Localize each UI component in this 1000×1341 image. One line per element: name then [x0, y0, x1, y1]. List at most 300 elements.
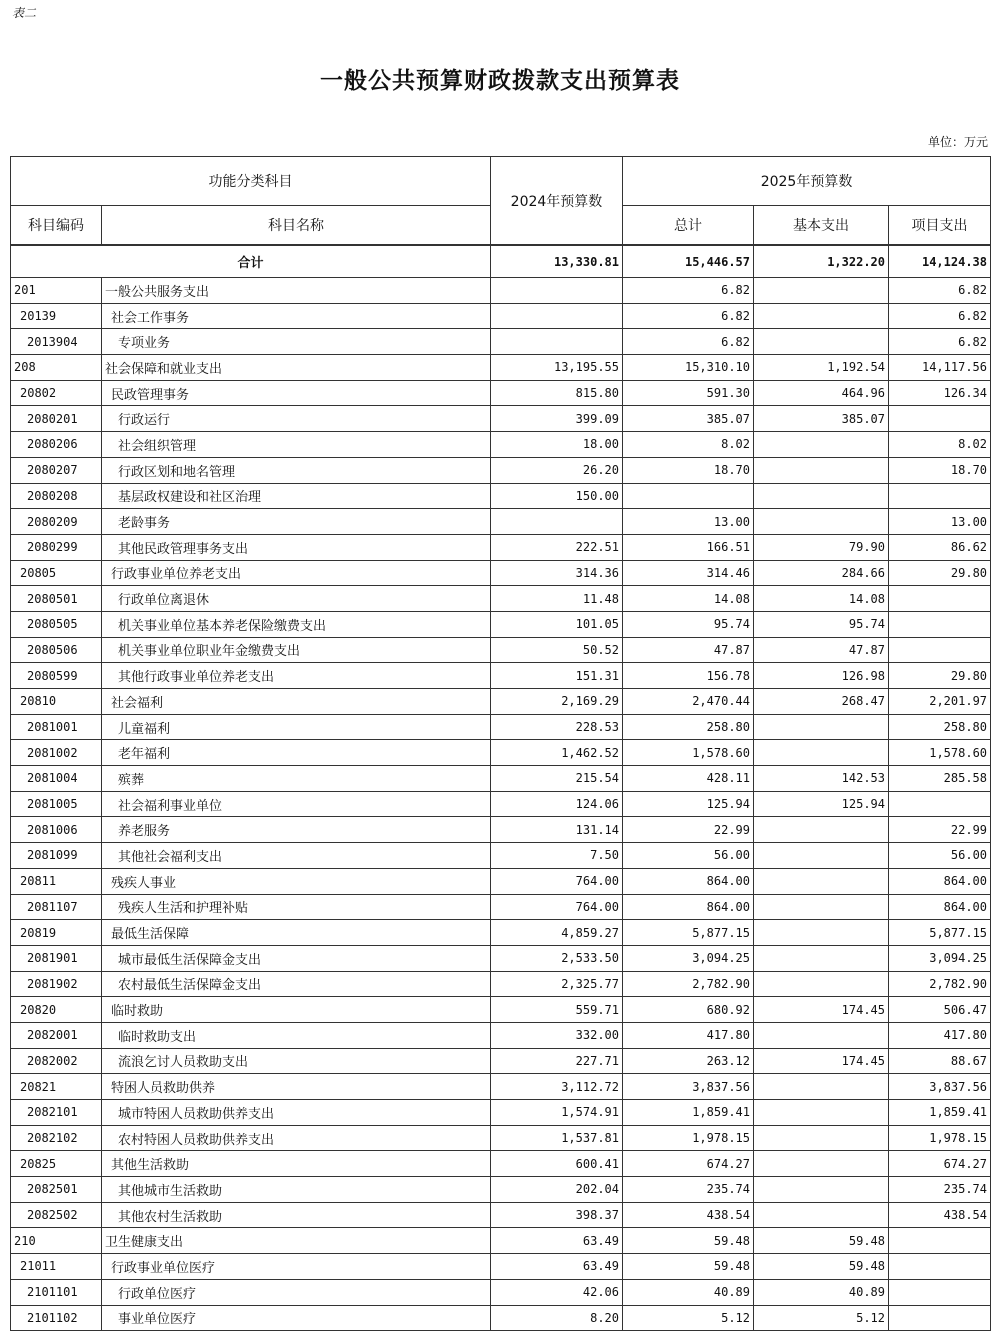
row-total: 2,470.44 — [623, 689, 754, 715]
row-budget-2024: 228.53 — [491, 714, 623, 740]
table-row — [11, 1254, 991, 1280]
table-row — [11, 1125, 991, 1151]
row-name: 其他民政管理事务支出 — [102, 534, 491, 560]
row-project: 1,578.60 — [889, 740, 991, 766]
row-total: 47.87 — [623, 637, 754, 663]
row-basic: 268.47 — [754, 689, 889, 715]
table-row — [11, 1100, 991, 1126]
table-row — [11, 303, 991, 329]
row-basic: 464.96 — [754, 380, 889, 406]
row-basic — [754, 1125, 889, 1151]
row-code: 2081004 — [11, 766, 102, 792]
row-total: 385.07 — [623, 406, 754, 432]
row-project: 56.00 — [889, 843, 991, 869]
row-budget-2024: 4,859.27 — [491, 920, 623, 946]
row-budget-2024: 398.37 — [491, 1202, 623, 1228]
row-total: 95.74 — [623, 611, 754, 637]
row-name: 其他社会福利支出 — [102, 843, 491, 869]
row-budget-2024: 13,195.55 — [491, 355, 623, 381]
row-code: 2101102 — [11, 1305, 102, 1331]
row-budget-2024: 202.04 — [491, 1177, 623, 1203]
row-code: 20811 — [11, 868, 102, 894]
row-name: 特困人员救助供养 — [102, 1074, 491, 1100]
table-row — [11, 1074, 991, 1100]
row-code: 2080209 — [11, 509, 102, 535]
row-budget-2024 — [491, 278, 623, 304]
row-project: 3,837.56 — [889, 1074, 991, 1100]
row-basic — [754, 483, 889, 509]
row-code: 2081107 — [11, 894, 102, 920]
row-name: 农村特困人员救助供养支出 — [102, 1125, 491, 1151]
row-code: 2082101 — [11, 1100, 102, 1126]
row-code: 2080206 — [11, 432, 102, 458]
row-total: 59.48 — [623, 1254, 754, 1280]
row-name: 城市最低生活保障金支出 — [102, 945, 491, 971]
row-name: 基层政权建设和社区治理 — [102, 483, 491, 509]
row-code: 2080505 — [11, 611, 102, 637]
row-budget-2024: 124.06 — [491, 791, 623, 817]
table-row — [11, 560, 991, 586]
row-code: 21011 — [11, 1254, 102, 1280]
row-budget-2024: 150.00 — [491, 483, 623, 509]
table-row — [11, 432, 991, 458]
budget-2025-header: 2025年预算数 — [623, 157, 991, 206]
row-code: 2101101 — [11, 1279, 102, 1305]
row-name: 一般公共服务支出 — [102, 278, 491, 304]
row-name: 临时救助 — [102, 997, 491, 1023]
row-project — [889, 637, 991, 663]
row-basic: 126.98 — [754, 663, 889, 689]
row-code: 201 — [11, 278, 102, 304]
row-basic — [754, 278, 889, 304]
code-header: 科目编码 — [11, 206, 102, 246]
unit-label: 单位：万元 — [927, 135, 988, 149]
row-project — [889, 483, 991, 509]
row-name: 临时救助支出 — [102, 1022, 491, 1048]
row-name: 社会福利 — [102, 689, 491, 715]
row-basic: 1,192.54 — [754, 355, 889, 381]
table-row — [11, 1048, 991, 1074]
row-budget-2024: 101.05 — [491, 611, 623, 637]
row-project: 258.80 — [889, 714, 991, 740]
row-code: 210 — [11, 1228, 102, 1254]
row-budget-2024: 131.14 — [491, 817, 623, 843]
table-row — [11, 1228, 991, 1254]
row-project: 2,782.90 — [889, 971, 991, 997]
row-code: 2080201 — [11, 406, 102, 432]
row-budget-2024: 815.80 — [491, 380, 623, 406]
row-name: 机关事业单位职业年金缴费支出 — [102, 637, 491, 663]
row-budget-2024: 314.36 — [491, 560, 623, 586]
total-2025-project: 14,124.38 — [889, 245, 991, 278]
table-row — [11, 637, 991, 663]
row-basic — [754, 329, 889, 355]
row-total: 8.02 — [623, 432, 754, 458]
row-project: 2,201.97 — [889, 689, 991, 715]
total-header: 总计 — [623, 206, 754, 246]
row-basic — [754, 1100, 889, 1126]
row-budget-2024: 42.06 — [491, 1279, 623, 1305]
row-name: 残疾人生活和护理补贴 — [102, 894, 491, 920]
row-name: 其他农村生活救助 — [102, 1202, 491, 1228]
row-code: 2081001 — [11, 714, 102, 740]
row-name: 行政区划和地名管理 — [102, 457, 491, 483]
total-label: 合计 — [11, 245, 491, 278]
row-budget-2024: 399.09 — [491, 406, 623, 432]
row-name: 儿童福利 — [102, 714, 491, 740]
row-budget-2024: 222.51 — [491, 534, 623, 560]
row-code: 2080501 — [11, 586, 102, 612]
page-title: 一般公共预算财政拨款支出预算表 — [320, 67, 680, 94]
row-code: 2080506 — [11, 637, 102, 663]
row-basic — [754, 894, 889, 920]
row-total: 1,578.60 — [623, 740, 754, 766]
row-budget-2024 — [491, 303, 623, 329]
row-code: 20819 — [11, 920, 102, 946]
table-row — [11, 971, 991, 997]
row-budget-2024: 11.48 — [491, 586, 623, 612]
row-code: 2081002 — [11, 740, 102, 766]
row-budget-2024: 3,112.72 — [491, 1074, 623, 1100]
row-total: 314.46 — [623, 560, 754, 586]
row-total: 438.54 — [623, 1202, 754, 1228]
row-total: 14.08 — [623, 586, 754, 612]
row-basic — [754, 1074, 889, 1100]
row-basic — [754, 714, 889, 740]
total-2025-total: 15,446.57 — [623, 245, 754, 278]
row-total: 125.94 — [623, 791, 754, 817]
row-budget-2024: 1,537.81 — [491, 1125, 623, 1151]
row-code: 20802 — [11, 380, 102, 406]
table-number-label: 表二 — [12, 6, 37, 20]
row-budget-2024: 2,325.77 — [491, 971, 623, 997]
row-name: 老年福利 — [102, 740, 491, 766]
table-row — [11, 1177, 991, 1203]
row-name: 社会组织管理 — [102, 432, 491, 458]
row-basic — [754, 843, 889, 869]
table-row — [11, 380, 991, 406]
row-total: 15,310.10 — [623, 355, 754, 381]
row-code: 2081901 — [11, 945, 102, 971]
row-name: 社会福利事业单位 — [102, 791, 491, 817]
row-total: 864.00 — [623, 868, 754, 894]
row-basic — [754, 920, 889, 946]
row-project: 285.58 — [889, 766, 991, 792]
table-row — [11, 278, 991, 304]
row-project: 506.47 — [889, 997, 991, 1023]
row-budget-2024: 2,169.29 — [491, 689, 623, 715]
table-row — [11, 766, 991, 792]
row-budget-2024: 18.00 — [491, 432, 623, 458]
row-budget-2024: 764.00 — [491, 894, 623, 920]
table-row — [11, 945, 991, 971]
row-basic — [754, 432, 889, 458]
row-basic: 174.45 — [754, 1048, 889, 1074]
row-project: 6.82 — [889, 303, 991, 329]
row-total: 5,877.15 — [623, 920, 754, 946]
row-code: 20821 — [11, 1074, 102, 1100]
row-name: 社会保障和就业支出 — [102, 355, 491, 381]
row-code: 2081099 — [11, 843, 102, 869]
row-basic: 79.90 — [754, 534, 889, 560]
row-total: 591.30 — [623, 380, 754, 406]
row-project: 864.00 — [889, 894, 991, 920]
row-basic: 142.53 — [754, 766, 889, 792]
row-name: 农村最低生活保障金支出 — [102, 971, 491, 997]
table-row — [11, 1202, 991, 1228]
row-total: 6.82 — [623, 278, 754, 304]
table-row — [11, 997, 991, 1023]
row-code: 2081006 — [11, 817, 102, 843]
row-total: 3,837.56 — [623, 1074, 754, 1100]
row-budget-2024: 332.00 — [491, 1022, 623, 1048]
row-project — [889, 611, 991, 637]
row-project: 864.00 — [889, 868, 991, 894]
table-row — [11, 1022, 991, 1048]
row-total: 680.92 — [623, 997, 754, 1023]
row-code: 2082002 — [11, 1048, 102, 1074]
row-basic — [754, 817, 889, 843]
row-project: 29.80 — [889, 663, 991, 689]
name-header: 科目名称 — [102, 206, 491, 246]
row-code: 20805 — [11, 560, 102, 586]
row-project — [889, 586, 991, 612]
row-project — [889, 1305, 991, 1331]
table-row — [11, 509, 991, 535]
row-total: 428.11 — [623, 766, 754, 792]
row-project — [889, 1254, 991, 1280]
row-name: 流浪乞讨人员救助支出 — [102, 1048, 491, 1074]
project-header: 项目支出 — [889, 206, 991, 246]
row-project: 86.62 — [889, 534, 991, 560]
row-total: 22.99 — [623, 817, 754, 843]
table-row — [11, 586, 991, 612]
total-2025-basic: 1,322.20 — [754, 245, 889, 278]
row-code: 2081902 — [11, 971, 102, 997]
row-budget-2024 — [491, 329, 623, 355]
row-basic: 125.94 — [754, 791, 889, 817]
row-budget-2024: 559.71 — [491, 997, 623, 1023]
table-row — [11, 817, 991, 843]
row-budget-2024: 63.49 — [491, 1228, 623, 1254]
row-code: 20820 — [11, 997, 102, 1023]
row-basic: 14.08 — [754, 586, 889, 612]
row-name: 行政运行 — [102, 406, 491, 432]
row-budget-2024: 227.71 — [491, 1048, 623, 1074]
row-name: 其他城市生活救助 — [102, 1177, 491, 1203]
row-total: 18.70 — [623, 457, 754, 483]
row-basic — [754, 457, 889, 483]
row-project: 3,094.25 — [889, 945, 991, 971]
row-basic — [754, 868, 889, 894]
row-total: 6.82 — [623, 329, 754, 355]
row-basic: 59.48 — [754, 1228, 889, 1254]
row-budget-2024: 1,574.91 — [491, 1100, 623, 1126]
table-row — [11, 843, 991, 869]
table-row — [11, 355, 991, 381]
row-project: 674.27 — [889, 1151, 991, 1177]
row-project: 438.54 — [889, 1202, 991, 1228]
table-row — [11, 1305, 991, 1331]
row-name: 殡葬 — [102, 766, 491, 792]
row-basic: 174.45 — [754, 997, 889, 1023]
row-code: 2082001 — [11, 1022, 102, 1048]
row-budget-2024: 215.54 — [491, 766, 623, 792]
row-total: 3,094.25 — [623, 945, 754, 971]
row-name: 最低生活保障 — [102, 920, 491, 946]
table-row — [11, 1279, 991, 1305]
row-basic — [754, 1202, 889, 1228]
row-budget-2024: 7.50 — [491, 843, 623, 869]
row-code: 20810 — [11, 689, 102, 715]
row-budget-2024: 2,533.50 — [491, 945, 623, 971]
row-total: 5.12 — [623, 1305, 754, 1331]
row-basic: 385.07 — [754, 406, 889, 432]
row-project: 8.02 — [889, 432, 991, 458]
table-row — [11, 868, 991, 894]
table-row — [11, 534, 991, 560]
row-project: 1,978.15 — [889, 1125, 991, 1151]
row-name: 专项业务 — [102, 329, 491, 355]
row-code: 2082502 — [11, 1202, 102, 1228]
table-row — [11, 791, 991, 817]
row-total: 40.89 — [623, 1279, 754, 1305]
row-project: 14,117.56 — [889, 355, 991, 381]
row-code: 2080599 — [11, 663, 102, 689]
row-name: 行政事业单位医疗 — [102, 1254, 491, 1280]
row-total: 59.48 — [623, 1228, 754, 1254]
row-name: 城市特困人员救助供养支出 — [102, 1100, 491, 1126]
row-project: 22.99 — [889, 817, 991, 843]
table-row — [11, 689, 991, 715]
table-row — [11, 483, 991, 509]
row-budget-2024: 764.00 — [491, 868, 623, 894]
row-code: 2080299 — [11, 534, 102, 560]
row-budget-2024: 600.41 — [491, 1151, 623, 1177]
row-basic — [754, 509, 889, 535]
row-code: 20139 — [11, 303, 102, 329]
row-code: 2082102 — [11, 1125, 102, 1151]
row-total: 56.00 — [623, 843, 754, 869]
row-budget-2024: 151.31 — [491, 663, 623, 689]
row-project — [889, 791, 991, 817]
row-name: 残疾人事业 — [102, 868, 491, 894]
row-name: 机关事业单位基本养老保险缴费支出 — [102, 611, 491, 637]
row-basic: 59.48 — [754, 1254, 889, 1280]
row-basic: 40.89 — [754, 1279, 889, 1305]
row-basic — [754, 1151, 889, 1177]
row-project: 18.70 — [889, 457, 991, 483]
table-row — [11, 329, 991, 355]
table-row — [11, 611, 991, 637]
row-name: 其他生活救助 — [102, 1151, 491, 1177]
row-project: 126.34 — [889, 380, 991, 406]
row-code: 2080208 — [11, 483, 102, 509]
row-total: 156.78 — [623, 663, 754, 689]
row-name: 事业单位医疗 — [102, 1305, 491, 1331]
row-total: 864.00 — [623, 894, 754, 920]
row-name: 行政单位医疗 — [102, 1279, 491, 1305]
row-project: 29.80 — [889, 560, 991, 586]
row-total: 2,782.90 — [623, 971, 754, 997]
row-budget-2024 — [491, 509, 623, 535]
row-name: 老龄事务 — [102, 509, 491, 535]
row-basic: 47.87 — [754, 637, 889, 663]
table-row — [11, 663, 991, 689]
row-budget-2024: 50.52 — [491, 637, 623, 663]
table-row — [11, 1151, 991, 1177]
row-name: 民政管理事务 — [102, 380, 491, 406]
row-name: 其他行政事业单位养老支出 — [102, 663, 491, 689]
row-total: 6.82 — [623, 303, 754, 329]
row-name: 行政事业单位养老支出 — [102, 560, 491, 586]
basic-header: 基本支出 — [754, 206, 889, 246]
row-total: 417.80 — [623, 1022, 754, 1048]
row-project — [889, 1228, 991, 1254]
row-basic: 284.66 — [754, 560, 889, 586]
row-project: 1,859.41 — [889, 1100, 991, 1126]
row-total: 263.12 — [623, 1048, 754, 1074]
row-code: 2082501 — [11, 1177, 102, 1203]
table-row — [11, 406, 991, 432]
row-budget-2024: 1,462.52 — [491, 740, 623, 766]
row-project: 13.00 — [889, 509, 991, 535]
row-project: 88.67 — [889, 1048, 991, 1074]
row-budget-2024: 8.20 — [491, 1305, 623, 1331]
row-total: 258.80 — [623, 714, 754, 740]
table-row — [11, 714, 991, 740]
table-row — [11, 894, 991, 920]
row-code: 2080207 — [11, 457, 102, 483]
row-total: 1,859.41 — [623, 1100, 754, 1126]
row-total: 674.27 — [623, 1151, 754, 1177]
budget-table — [10, 156, 991, 1331]
row-total: 13.00 — [623, 509, 754, 535]
row-project: 5,877.15 — [889, 920, 991, 946]
row-total: 235.74 — [623, 1177, 754, 1203]
row-total — [623, 483, 754, 509]
functional-category-header: 功能分类科目 — [11, 157, 491, 206]
row-project — [889, 406, 991, 432]
row-basic — [754, 303, 889, 329]
table-row — [11, 457, 991, 483]
row-basic: 95.74 — [754, 611, 889, 637]
row-budget-2024: 63.49 — [491, 1254, 623, 1280]
row-project: 6.82 — [889, 278, 991, 304]
row-total: 166.51 — [623, 534, 754, 560]
row-code: 2013904 — [11, 329, 102, 355]
row-name: 行政单位离退休 — [102, 586, 491, 612]
row-code: 2081005 — [11, 791, 102, 817]
total-2024: 13,330.81 — [491, 245, 623, 278]
row-basic — [754, 971, 889, 997]
row-project: 235.74 — [889, 1177, 991, 1203]
row-basic — [754, 1177, 889, 1203]
row-budget-2024: 26.20 — [491, 457, 623, 483]
table-row — [11, 740, 991, 766]
row-name: 养老服务 — [102, 817, 491, 843]
row-basic: 5.12 — [754, 1305, 889, 1331]
row-project: 6.82 — [889, 329, 991, 355]
row-name: 社会工作事务 — [102, 303, 491, 329]
row-project — [889, 1279, 991, 1305]
row-project: 417.80 — [889, 1022, 991, 1048]
total-row — [11, 245, 991, 278]
row-total: 1,978.15 — [623, 1125, 754, 1151]
row-basic — [754, 945, 889, 971]
table-row — [11, 920, 991, 946]
budget-2024-header: 2024年预算数 — [491, 157, 623, 246]
